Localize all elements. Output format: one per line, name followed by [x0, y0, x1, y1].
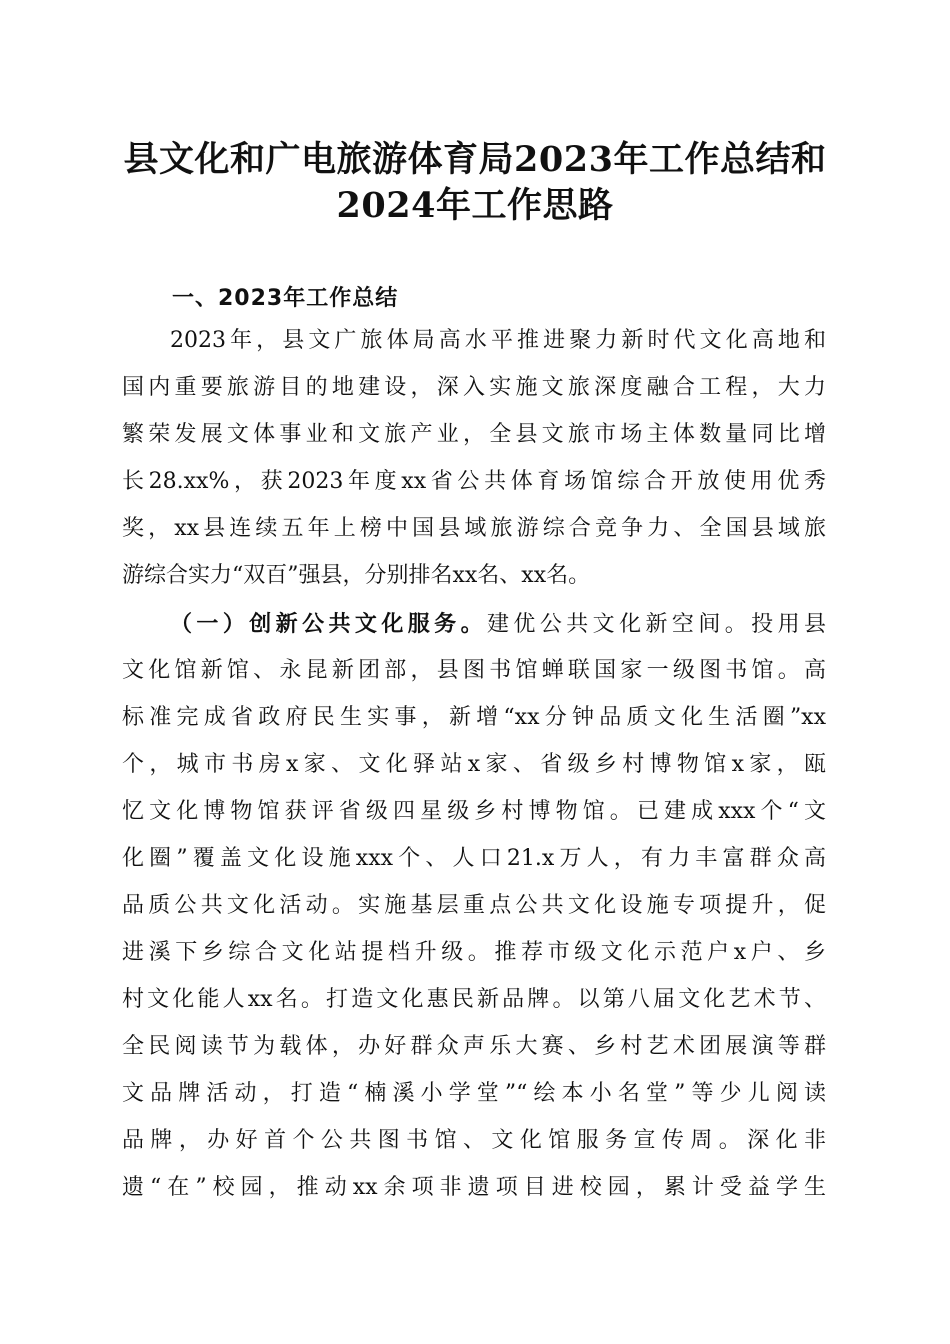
- subsection-1-line-9: 村文化能人xx名。打造文化惠民新品牌。以第八届文化艺术节、: [122, 987, 826, 1012]
- subsection-1-line-2: 文化馆新馆、永昆新团部，县图书馆蝉联国家一级图书馆。高: [122, 658, 826, 683]
- subsection-1-line-6: 化圈”覆盖文化设施xxx个、人口21.x万人，有力丰富群众高: [122, 846, 826, 871]
- subsection-1-line-4: 个，城市书房x家、文化驿站x家、省级乡村博物馆x家，瓯: [122, 752, 826, 777]
- subsection-1-line-8: 进溪下乡综合文化站提档升级。推荐市级文化示范户x户、乡: [122, 940, 826, 965]
- paragraph-1-line-1: 2023年，县文广旅体局高水平推进聚力新时代文化高地和: [170, 328, 826, 353]
- subsection-1-line-10: 全民阅读节为载体，办好群众声乐大赛、乡村艺术团展演等群: [122, 1034, 826, 1059]
- paragraph-1-line-6: 游综合实力“双百”强县，分别排名xx名、xx名。: [122, 563, 591, 588]
- subsection-1-line-11: 文品牌活动，打造“楠溪小学堂”“绘本小名堂”等少儿阅读: [122, 1081, 826, 1106]
- subsection-1-first-line-text: 建优公共文化新空间。投用县: [487, 612, 826, 637]
- subsection-1-heading: （一）创新公共文化服务。: [170, 611, 487, 637]
- subsection-1-line-12: 品牌，办好首个公共图书馆、文化馆服务宣传周。深化非: [122, 1128, 826, 1153]
- paragraph-1-line-5: 奖，xx县连续五年上榜中国县域旅游综合竞争力、全国县域旅: [122, 516, 826, 541]
- subsection-1-first-line: [170, 601, 826, 647]
- document-title-line-1: 县文化和广电旅游体育局2023年工作总结和: [123, 139, 827, 180]
- document-title-line-2: 2024年工作思路: [336, 185, 614, 226]
- paragraph-1-line-2: 国内重要旅游目的地建设，深入实施文旅深度融合工程，大力: [122, 375, 826, 400]
- paragraph-1-line-4: 长28.xx%，获2023年度xx省公共体育场馆综合开放使用优秀: [122, 469, 826, 494]
- section-heading: 一、2023年工作总结: [172, 286, 399, 311]
- subsection-1-line-7: 品质公共文化活动。实施基层重点公共文化设施专项提升，促: [122, 893, 826, 918]
- subsection-1-line-3: 标准完成省政府民生实事，新增“xx分钟品质文化生活圈”xx: [122, 705, 826, 730]
- paragraph-1-line-3: 繁荣发展文体事业和文旅产业，全县文旅市场主体数量同比增: [122, 422, 826, 447]
- subsection-1-line-13: 遗“在”校园，推动xx余项非遗项目进校园，累计受益学生: [122, 1175, 826, 1200]
- subsection-1-line-5: 忆文化博物馆获评省级四星级乡村博物馆。已建成xxx个“文: [122, 799, 826, 824]
